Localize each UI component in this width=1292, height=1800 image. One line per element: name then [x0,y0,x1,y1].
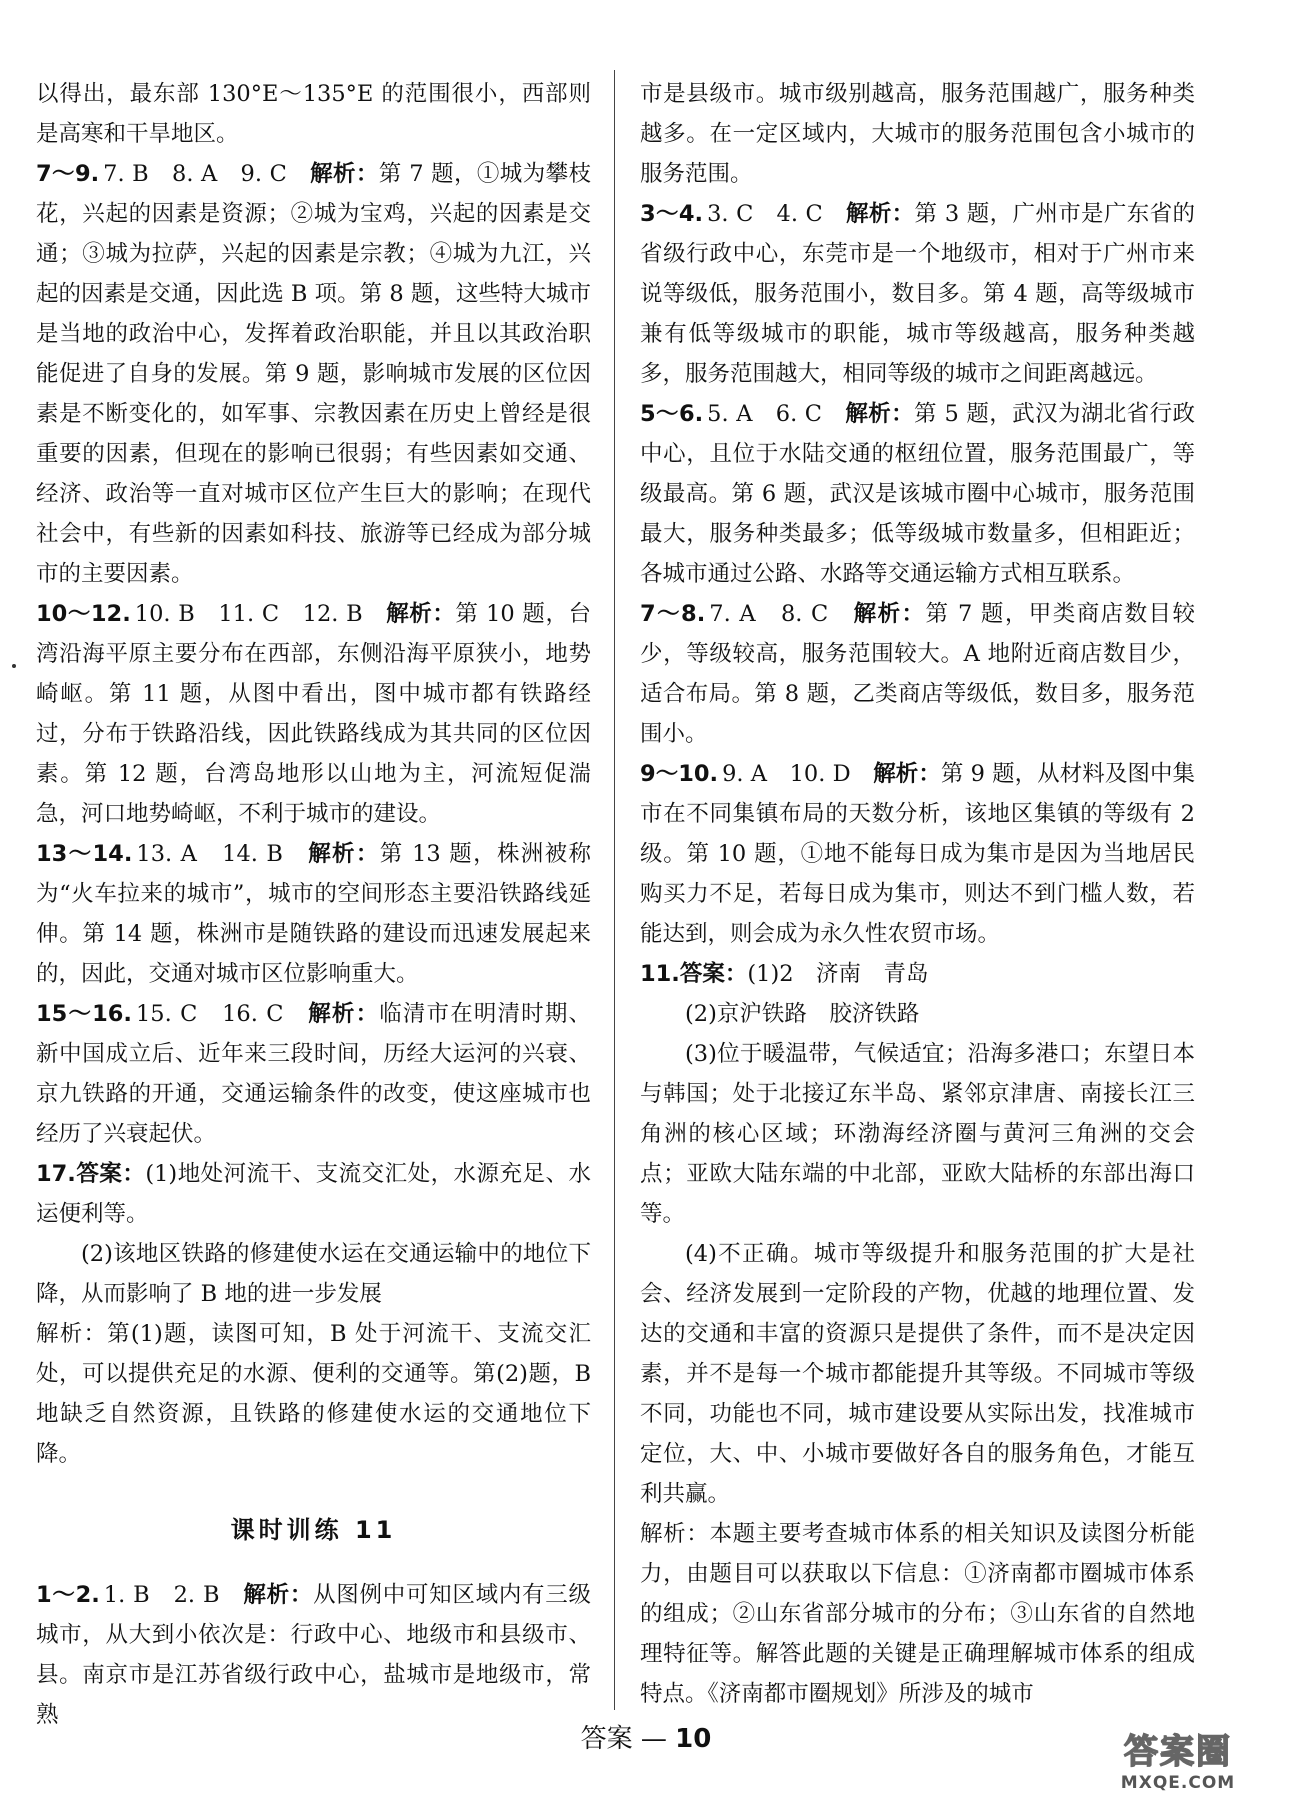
entry-text: 第 7 题，①城为攀枝花，兴起的因素是资源；②城为宝鸡，兴起的因素是交通；③城为拉萨，兴起的因素是宗教；④城为九江，兴起的因素是交通，因此选 B 项。第 8 题，这些特大城市是当地的政治中心，发挥着政治职能，并且以其政治职能促进了自身的发展。第 9 题，影响城市发展的区位因素是不断变化的，如军事、宗教因素在历史上曾经是很重要的因素，但现在的影响已很弱；有些因素如交通、经济、政治等一直对城市区位产生巨大的影响；在现代社会中，有些新的因素如科技、旅游等已经成为部分城市的主要因素。 [36,161,591,587]
question-entry [640,954,1195,994]
analysis-label: 解析： [845,401,915,427]
question-entry [36,1575,591,1735]
question-number: 7～8. [640,601,706,627]
answer-choices: 5. A 6. C [707,401,822,427]
entry-text: 第 10 题，台湾沿海平原主要分布在西部，东侧沿海平原狭小，地势崎岖。第 11 题，从图中看出，图中城市都有铁路经过，分布于铁路沿线，因此铁路线成为其共同的区位因素。第 12 题，台湾岛地形以山地为主，河流短促湍急，河口地势崎岖，不利于城市的建设。 [36,601,591,827]
paragraph: 以得出，最东部 130°E～135°E 的范围很小，西部则是高寒和干旱地区。 [36,81,591,147]
answer-choices: 3. C 4. C [707,201,823,227]
analysis-label: 解析： [36,1321,108,1347]
answer-line: (2)该地区铁路的修建使水运在交通运输中的地位下降，从而影响了 B 地的进一步发展 [36,1241,591,1307]
question-number: 5～6. [640,401,704,427]
question-entry [640,194,1195,394]
question-number: 17. [36,1161,76,1187]
watermark-top: 答案圈 [1124,1732,1232,1772]
entry-text: 从图例中可知区域内有三级城市，从大到小依次是：行政中心、地级市和县级市、县。南京市是江苏省级行政中心，盐城市是地级市，常熟 [36,1582,591,1728]
analysis-text: 本题主要考查城市体系的相关知识及读图分析能力，由题目可以获取以下信息：①济南都市圈城市体系的组成；②山东省部分城市的分布；③山东省的自然地理特征等。解答此题的关键是正确理解城市体系的组成特点。《济南都市圈规划》所涉及的城市 [640,1521,1195,1707]
question-number: 1～2. [36,1582,100,1608]
right-column [640,74,1195,1714]
question-number: 7～9. [36,161,100,187]
question-number: 9～10. [640,761,719,787]
entry-text: 第 7 题，甲类商店数目较少，等级较高，服务范围较大。A 地附近商店数目少，适合布局。第 8 题，乙类商店等级低，数目多，服务范围小。 [640,601,1195,747]
analysis-label: 解析： [640,1521,710,1547]
stray-dot [12,664,16,668]
question-entry [640,394,1195,594]
question-number: 11. [640,961,680,987]
analysis-label: 解析： [853,601,926,627]
entry-text: (1)2 济南 青岛 [747,961,929,987]
entry-text: 第 13 题，株洲被称为“火车拉来的城市”，城市的空间形态主要沿铁路线延伸。第 14 题，株洲市是随铁路的建设而迅速发展起来的，因此，交通对城市区位影响重大。 [36,841,592,987]
question-number: 10～12. [36,601,131,627]
analysis-text: 第(1)题，读图可知，B 处于河流干、支流交汇处，可以提供充足的水源、便利的交通等。第(2)题，B 地缺乏自然资源，且铁路的修建使水运的交通地位下降。 [36,1321,591,1467]
page-number: 10 [675,1724,712,1754]
question-entry [36,834,591,994]
answer-choices: 1. B 2. B [103,1582,220,1608]
analysis-label: 解析： [845,201,915,227]
analysis-label: 解析： [308,841,380,867]
analysis-label: 解析： [308,1001,380,1027]
analysis-label: 答案： [75,1161,146,1187]
paragraph: 市是县级市。城市级别越高，服务范围越广，服务种类越多。在一定区域内，大城市的服务范围包含小城市的服务范围。 [640,81,1195,187]
analysis-label: 答案： [679,961,748,987]
entry-text: 临清市在明清时期、新中国成立后、近年来三段时间，历经大运河的兴衰、京九铁路的开通，交通运输条件的改变，使这座城市也经历了兴衰起伏。 [36,1001,591,1147]
question-number: 13～14. [36,841,133,867]
question-entry [640,754,1195,954]
question-entry [36,154,591,594]
entry-text: 第 5 题，武汉为湖北省行政中心，且位于水陆交通的枢纽位置，服务范围最广，等级最高。第 6 题，武汉是该城市圈中心城市，服务范围最大，服务种类最多；低等级城市数量多，但相距近；各城市通过公路、水路等交通运输方式相互联系。 [640,401,1195,587]
answer-choices: 9. A 10. D [722,761,851,787]
column-divider [614,70,615,1710]
section-title: 课时训练 11 [230,1516,397,1544]
answer-line: (3)位于暖温带，气候适宜；沿海多港口；东望日本与韩国；处于北接辽东半岛、紧邻京津唐、南接长江三角洲的核心区域；环渤海经济圈与黄河三角洲的交会点；亚欧大陆东端的中北部，亚欧大陆桥的东部出海口等。 [640,1041,1195,1227]
analysis-label: 解析： [873,761,941,787]
analysis-paragraph [36,1314,591,1474]
footer-prefix: 答案 [580,1724,633,1754]
answer-line: (4)不正确。城市等级提升和服务范围的扩大是社会、经济发展到一定阶段的产物，优越的地理位置、发达的交通和丰富的资源只是提供了条件，而不是决定因素，并不是每一个城市都能提升其等级。不同城市等级不同，功能也不同，城市建设要从实际出发，找准城市定位，大、中、小城市要做好各自的服务角色，才能互利共赢。 [640,1241,1195,1507]
watermark-logo [1088,1724,1268,1794]
entry-text: 第 3 题，广州市是广东省的省级行政中心，东莞市是一个地级市，相对于广州市来说等级低，服务范围小，数目多。第 4 题，高等级城市兼有低等级城市的职能，城市等级越高，服务种类越多，服务范围越大，相同等级的城市之间距离越远。 [640,201,1196,387]
question-number: 3～4. [640,201,704,227]
question-entry [36,1154,591,1234]
analysis-paragraph [640,1514,1195,1714]
answer-line: (2)京沪铁路 胶济铁路 [685,1001,920,1027]
watermark-bottom: MXQE.COM [1120,1773,1236,1793]
answer-choices: 7. A 8. C [709,601,829,627]
footer-dash: — [640,1724,667,1754]
question-entry [36,994,591,1154]
analysis-label: 解析： [310,161,379,187]
analysis-label: 解析： [386,601,456,627]
entry-text: (1)地处河流干、支流交汇处，水源充足、水运便利等。 [36,1161,591,1227]
analysis-label: 解析： [243,1582,314,1608]
question-entry [36,594,591,834]
answer-choices: 7. B 8. A 9. C [103,161,287,187]
answer-choices: 10. B 11. C 12. B [134,601,363,627]
entry-text: 第 9 题，从材料及图中集市在不同集镇布局的天数分析，该地区集镇的等级有 2 级。第 10 题，①地不能每日成为集市是因为当地居民购买力不足，若每日成为集市，则达不到门槛人数，若能达到，则会成为永久性农贸市场。 [640,761,1195,947]
question-number: 15～16. [36,1001,132,1027]
answer-choices: 15. C 16. C [135,1001,284,1027]
left-column [36,74,591,1735]
answer-choices: 13. A 14. B [136,841,283,867]
question-entry [640,594,1195,754]
